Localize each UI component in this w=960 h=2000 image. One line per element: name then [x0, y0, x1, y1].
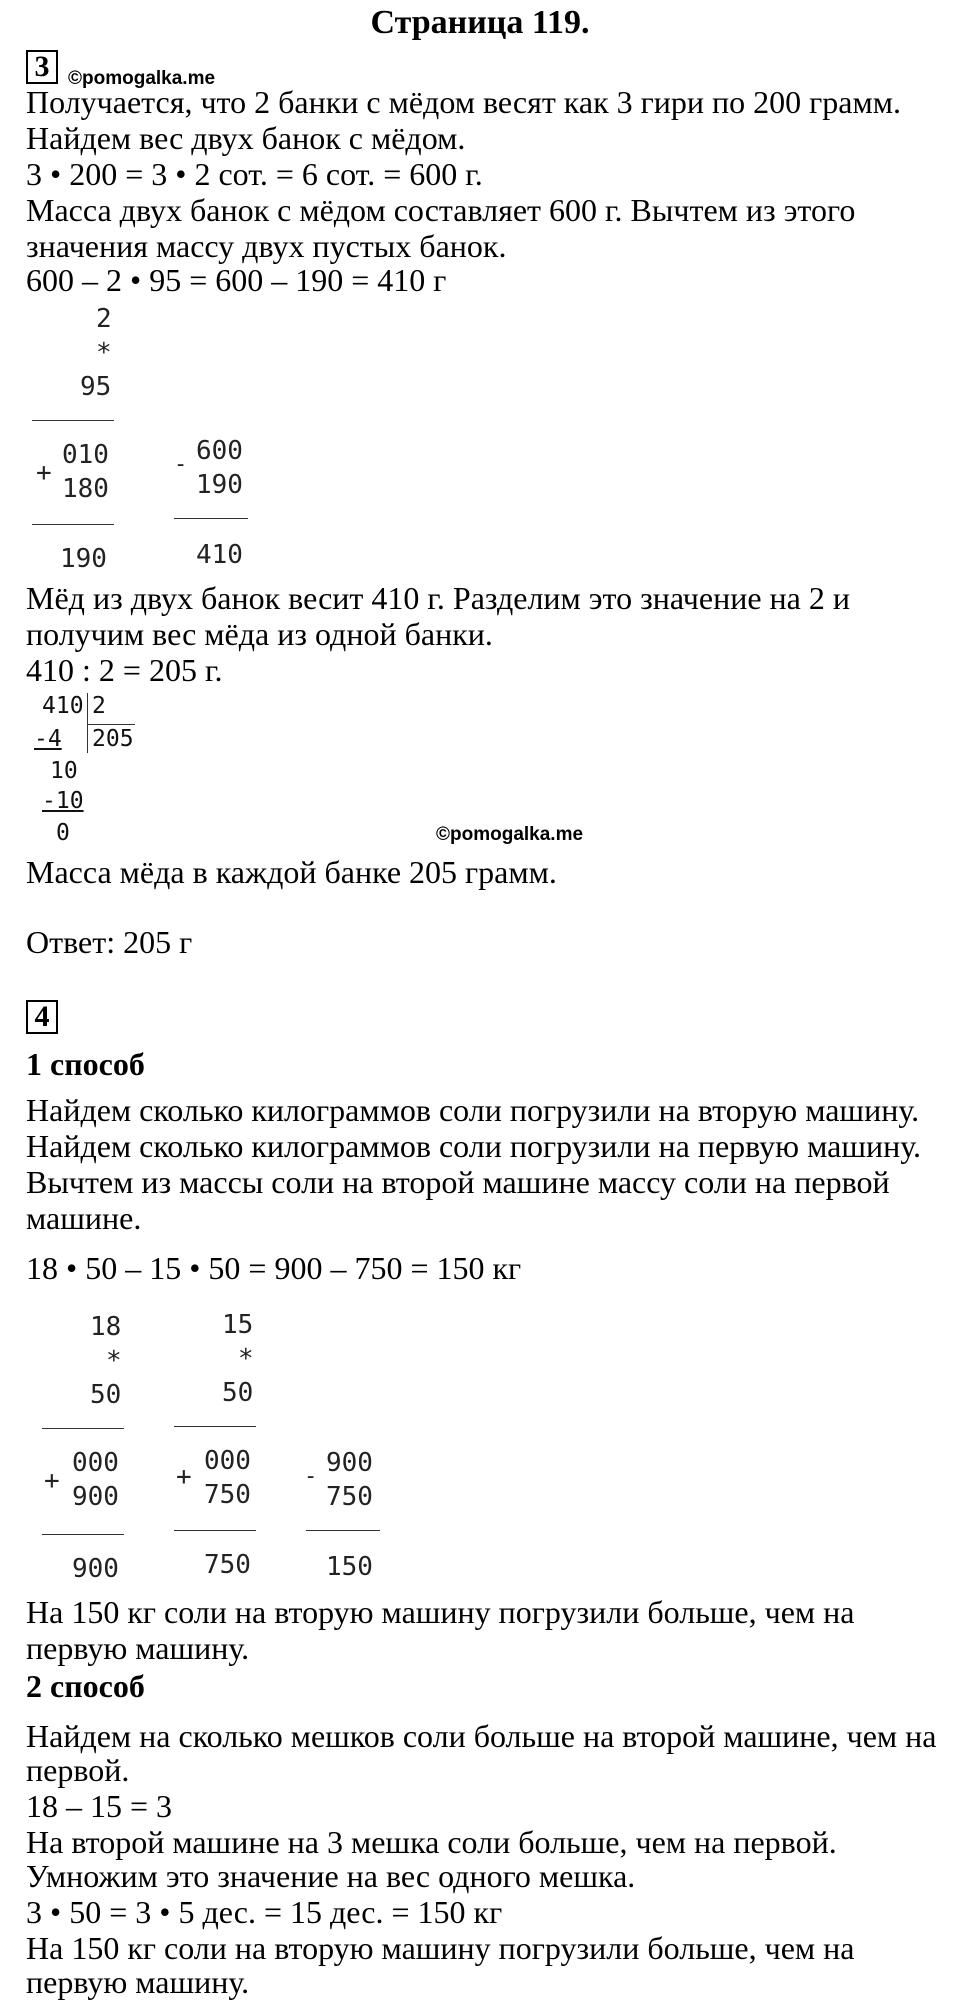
mult1-line-2 [42, 1534, 124, 1535]
mult-line-2 [32, 524, 114, 525]
method-2-line-4: На второй машине на 3 мешка соли больше, чем на первой. [26, 1824, 837, 1860]
mult1-plus: + [44, 1466, 60, 1496]
sub-line [174, 518, 248, 519]
mult1-line-1 [42, 1428, 124, 1429]
mult2-line-1 [174, 1426, 256, 1427]
sub4-result: 150 [326, 1552, 373, 1582]
task-3-answer: Ответ: 205 г [26, 924, 193, 960]
task-3-number: 3 [26, 50, 58, 84]
mult2-partial-1: 000 [204, 1446, 251, 1476]
sub4-subtrahend: 750 [326, 1482, 373, 1512]
method-1-title: 1 способ [26, 1046, 145, 1082]
mult1-operator: * [106, 1346, 122, 1376]
div-step-2: -10 [42, 788, 84, 814]
task-3-line-5: значения массу двух пустых банок. [26, 228, 507, 264]
method-1-line-1: Найдем сколько килограммов соли погрузили на вторую машину. [26, 1092, 920, 1128]
mult-operand-a: 2 [96, 304, 112, 334]
method-1-line-2: Найдем сколько килограммов соли погрузили на первую машину. [26, 1128, 921, 1164]
sub-result: 410 [196, 540, 243, 570]
mult2-line-2 [174, 1530, 256, 1531]
mult-result: 190 [60, 544, 107, 574]
div-divisor: 2 [92, 693, 106, 719]
mult1-operand-a: 18 [90, 1312, 122, 1342]
div-remainder-2: 0 [56, 820, 70, 846]
method-2-title: 2 способ [26, 1668, 145, 1704]
div-remainder-1: 10 [50, 758, 78, 784]
div-vertical-line [87, 693, 88, 753]
task-3-line-4: Масса двух банок с мёдом составляет 600 г. Вычтем из этого [26, 192, 856, 228]
mult2-partial-2: 750 [204, 1480, 251, 1510]
mult2-plus: + [176, 1462, 192, 1492]
div-step-1: -4 [34, 726, 62, 752]
mult1-partial-1: 000 [72, 1448, 119, 1478]
mult2-operand-a: 15 [222, 1310, 254, 1340]
sub-minuend: 600 [196, 436, 243, 466]
div-divisor-line [87, 724, 135, 725]
method-2-line-2: первой. [26, 1752, 130, 1788]
task-3-line-7: Мёд из двух банок весит 410 г. Разделим это значение на 2 и [26, 580, 850, 616]
sub-subtrahend: 190 [196, 470, 243, 500]
method-1-line-3: Вычтем из массы соли на второй машине массу соли на первой [26, 1164, 890, 1200]
mult-plus: + [36, 458, 52, 488]
task-3-line-1: Получается, что 2 банки с мёдом весят как 3 гири по 200 грамм. [26, 84, 901, 120]
task-3-conclusion: Масса мёда в каждой банке 205 грамм. [26, 854, 557, 890]
task-3-line-8: получим вес мёда из одной банки. [26, 616, 493, 652]
div-quotient: 205 [92, 726, 134, 752]
sub-operator: - [174, 452, 188, 477]
mult2-result: 750 [204, 1550, 251, 1580]
mult-line-1 [32, 420, 114, 421]
watermark: ©pomogalka.me [68, 68, 216, 89]
task-3-line-2: Найдем вес двух банок с мёдом. [26, 120, 466, 156]
mult-operand-b: 95 [80, 372, 112, 402]
task-3-line-3: 3 • 200 = 3 • 2 сот. = 6 сот. = 600 г. [26, 156, 483, 192]
method-2-line-7: На 150 кг соли на вторую машину погрузили больше, чем на [26, 1930, 855, 1966]
mult-partial-1: 010 [62, 440, 109, 470]
watermark-2: ©pomogalka.me [436, 824, 584, 845]
task-3-line-6: 600 – 2 • 95 = 600 – 190 = 410 г [26, 262, 447, 298]
method-2-line-3: 18 – 15 = 3 [26, 1788, 173, 1824]
mult1-partial-2: 900 [72, 1482, 119, 1512]
task-3-line-9: 410 : 2 = 205 г. [26, 652, 223, 688]
mult1-result: 900 [72, 1554, 119, 1584]
mult2-operand-b: 50 [222, 1378, 254, 1408]
div-dividend: 410 [42, 693, 84, 719]
method-1-expression: 18 • 50 – 15 • 50 = 900 – 750 = 150 кг [26, 1250, 522, 1286]
page-title: Страница 119. [370, 4, 590, 41]
mult2-operator: * [238, 1344, 254, 1374]
sub4-line [306, 1530, 380, 1531]
method-1-line-4: машине. [26, 1200, 142, 1236]
task-4-number: 4 [26, 1000, 58, 1034]
method-2-line-8: первую машину. [26, 1964, 250, 2000]
sub4-operator: - [304, 1464, 318, 1489]
mult-partial-2: 180 [62, 474, 109, 504]
method-1-conclusion-2: первую машину. [26, 1630, 250, 1666]
method-2-line-6: 3 • 50 = 3 • 5 дес. = 15 дес. = 150 кг [26, 1894, 503, 1930]
mult1-operand-b: 50 [90, 1380, 122, 1410]
mult-operator: * [96, 338, 112, 368]
sub4-minuend: 900 [326, 1448, 373, 1478]
method-1-conclusion-1: На 150 кг соли на вторую машину погрузили больше, чем на [26, 1594, 855, 1630]
method-2-line-5: Умножим это значение на вес одного мешка. [26, 1858, 636, 1894]
method-2-line-1: Найдем на сколько мешков соли больше на второй машине, чем на [26, 1718, 937, 1754]
